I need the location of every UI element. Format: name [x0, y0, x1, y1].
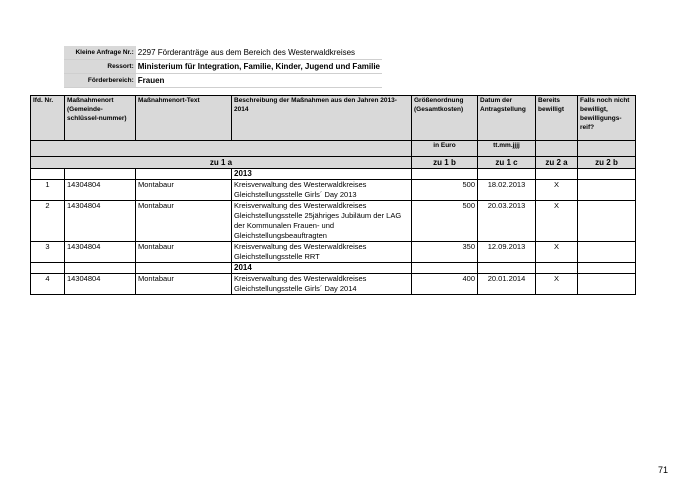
row-bewilligt: X — [536, 242, 578, 263]
row-nr: 2 — [31, 201, 65, 242]
row-bewilligt: X — [536, 201, 578, 242]
header-row-ressort — [64, 60, 382, 74]
row-nr: 3 — [31, 242, 65, 263]
row-datum: 20.01.2014 — [478, 274, 536, 295]
col-header-datum: Datum der Antragstellung — [478, 96, 536, 141]
year-label-2013: 2013 — [232, 169, 412, 180]
ressort-label: Ressort: — [64, 60, 136, 74]
row-ort-text: Montabaur — [136, 201, 232, 242]
row-ort: 14304804 — [65, 274, 136, 295]
row-ort-text: Montabaur — [136, 242, 232, 263]
zu-1c: zu 1 c — [478, 157, 536, 169]
row-ort-text: Montabaur — [136, 180, 232, 201]
col-header-ort: Maßnahmenort (Gemeinde-schlüssel-nummer) — [65, 96, 136, 141]
zu-2b: zu 2 b — [578, 157, 636, 169]
year-row-2013 — [31, 169, 636, 180]
header-block — [64, 46, 382, 88]
row-betrag: 400 — [412, 274, 478, 295]
unit-datum: tt.mm.jjjj — [478, 141, 536, 157]
col-header-ort-text: Maßnahmenort-Text — [136, 96, 232, 141]
row-beschreibung: Kreisverwaltung des Westerwaldkreises Gleichstellungsstelle 25jähriges Jubiläum der LAG der Kommunalen Frauen- und Gleichstellungsbeauftragten — [232, 201, 412, 242]
table-row — [31, 242, 636, 263]
row-nr: 1 — [31, 180, 65, 201]
table-row — [31, 180, 636, 201]
row-beschreibung: Kreisverwaltung des Westerwaldkreises Gleichstellungsstelle RRT — [232, 242, 412, 263]
row-datum: 18.02.2013 — [478, 180, 536, 201]
unit-euro: in Euro — [412, 141, 478, 157]
row-datum: 20.03.2013 — [478, 201, 536, 242]
row-bewilligt: X — [536, 180, 578, 201]
table-row — [31, 201, 636, 242]
zu-1b: zu 1 b — [412, 157, 478, 169]
units-row — [31, 141, 636, 157]
row-betrag: 350 — [412, 242, 478, 263]
col-header-bewilligt: Bereits bewilligt — [536, 96, 578, 141]
zu-2a: zu 2 a — [536, 157, 578, 169]
row-ort: 14304804 — [65, 201, 136, 242]
row-ort-text: Montabaur — [136, 274, 232, 295]
row-bewilligt: X — [536, 274, 578, 295]
anfrage-value: 2297 Förderanträge aus dem Bereich des Westerwaldkreises — [136, 46, 382, 60]
row-datum: 12.09.2013 — [478, 242, 536, 263]
year-row-2014 — [31, 263, 636, 274]
row-betrag: 500 — [412, 180, 478, 201]
question-ref-row — [31, 157, 636, 169]
col-header-groesse: Größenordnung (Gesamtkosten) — [412, 96, 478, 141]
row-beschreibung: Kreisverwaltung des Westerwaldkreises Gleichstellungsstelle Girls´ Day 2013 — [232, 180, 412, 201]
table-row — [31, 274, 636, 295]
unit-empty-2 — [578, 141, 636, 157]
header-row-foerderbereich — [64, 74, 382, 88]
anfrage-label: Kleine Anfrage Nr.: — [64, 46, 136, 60]
foerderbereich-label: Förderbereich: — [64, 74, 136, 88]
ressort-value: Ministerium für Integration, Familie, Kinder, Jugend und Familie — [136, 60, 382, 74]
row-offen — [578, 201, 636, 242]
col-header-offen: Falls noch nicht bewilligt, bewilligungs-reif? — [578, 96, 636, 141]
units-empty — [31, 141, 412, 157]
row-ort: 14304804 — [65, 242, 136, 263]
col-header-nr: lfd. Nr. — [31, 96, 65, 141]
page-number: 71 — [658, 465, 669, 475]
row-nr: 4 — [31, 274, 65, 295]
row-betrag: 500 — [412, 201, 478, 242]
foerderantraege-table — [30, 95, 636, 295]
row-ort: 14304804 — [65, 180, 136, 201]
row-beschreibung: Kreisverwaltung des Westerwaldkreises Gleichstellungsstelle Girls´ Day 2014 — [232, 274, 412, 295]
header-row-anfrage — [64, 46, 382, 60]
row-offen — [578, 242, 636, 263]
row-offen — [578, 274, 636, 295]
col-header-beschreibung: Beschreibung der Maßnahmen aus den Jahren 2013-2014 — [232, 96, 412, 141]
zu-1a: zu 1 a — [31, 157, 412, 169]
unit-empty-1 — [536, 141, 578, 157]
foerderbereich-value: Frauen — [136, 74, 382, 88]
row-offen — [578, 180, 636, 201]
column-header-row — [31, 96, 636, 141]
year-label-2014: 2014 — [232, 263, 412, 274]
